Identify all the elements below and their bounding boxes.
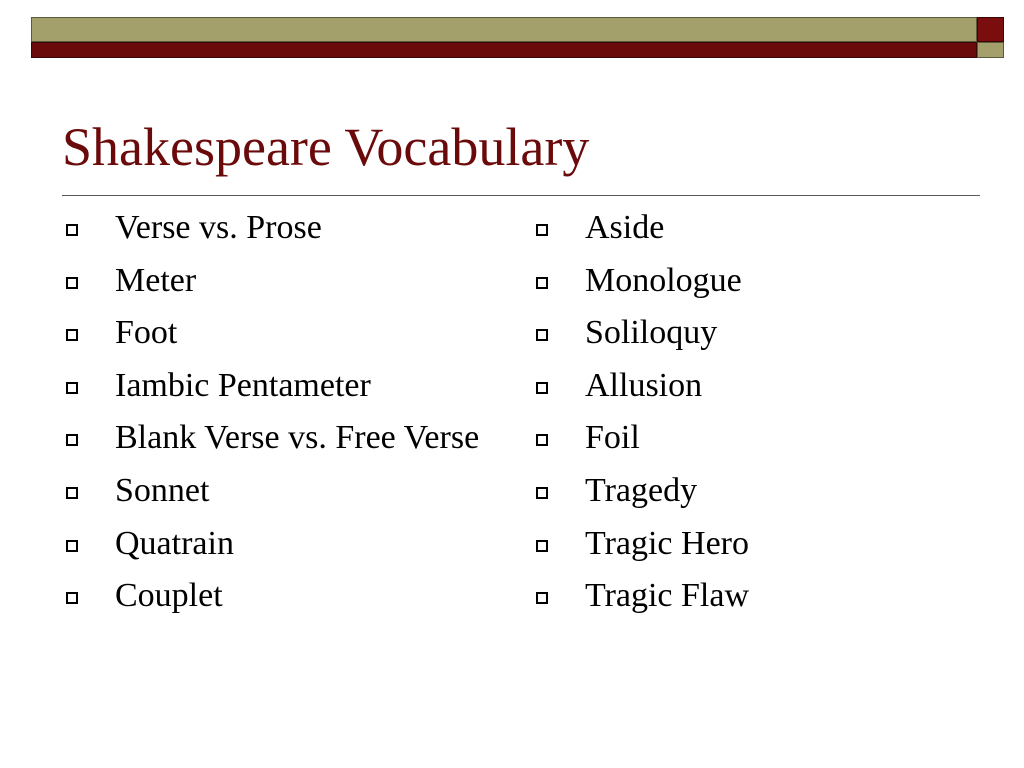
list-item-text: Foil (585, 419, 640, 457)
hollow-square-bullet-icon (66, 592, 78, 604)
hollow-square-bullet-icon (66, 382, 78, 394)
hollow-square-bullet-icon (66, 434, 78, 446)
list-item (62, 206, 502, 250)
bullet-list-left (62, 206, 502, 627)
list-item (62, 259, 502, 303)
list-item (532, 416, 972, 460)
list-item (532, 311, 972, 355)
list-item (532, 206, 972, 250)
list-item (62, 416, 502, 460)
list-item-text: Blank Verse vs. Free Verse (115, 419, 480, 457)
list-item (62, 364, 502, 408)
list-item-text: Monologue (585, 261, 742, 299)
list-item (532, 574, 972, 618)
hollow-square-bullet-icon (66, 277, 78, 289)
list-item (532, 469, 972, 513)
hollow-square-bullet-icon (66, 329, 78, 341)
hollow-square-bullet-icon (536, 434, 548, 446)
list-item-text: Meter (115, 261, 197, 299)
list-item-text: Verse vs. Prose (115, 209, 322, 246)
list-item-text: Tragedy (585, 471, 698, 509)
hollow-square-bullet-icon (536, 224, 548, 236)
header-banner-olive (31, 17, 977, 42)
slide-title: Shakespeare Vocabulary (62, 117, 590, 177)
hollow-square-bullet-icon (536, 382, 548, 394)
list-item-text: Soliloquy (585, 314, 718, 352)
list-item (532, 522, 972, 566)
hollow-square-bullet-icon (536, 592, 548, 604)
hollow-square-bullet-icon (66, 487, 78, 499)
bullet-list-right (532, 206, 972, 627)
list-item-text: Aside (585, 209, 665, 246)
header-corner-olive (977, 42, 1004, 58)
hollow-square-bullet-icon (66, 540, 78, 552)
list-item-text: Foot (115, 314, 178, 352)
list-item (532, 364, 972, 408)
hollow-square-bullet-icon (536, 487, 548, 499)
list-item (62, 469, 502, 513)
hollow-square-bullet-icon (536, 540, 548, 552)
hollow-square-bullet-icon (536, 329, 548, 341)
hollow-square-bullet-icon (536, 277, 548, 289)
hollow-square-bullet-icon (66, 224, 78, 236)
header-banner-maroon (31, 42, 977, 58)
list-item-text: Tragic Hero (585, 524, 749, 562)
list-item-text: Tragic Flaw (585, 577, 750, 615)
header-corner-maroon (977, 17, 1004, 42)
list-item (532, 259, 972, 303)
title-divider (62, 195, 980, 196)
list-item-text: Sonnet (115, 471, 210, 509)
list-item (62, 522, 502, 566)
list-item (62, 311, 502, 355)
list-item-text: Allusion (585, 366, 703, 404)
list-item-text: Iambic Pentameter (115, 366, 371, 404)
list-item-text: Couplet (115, 577, 223, 615)
list-item (62, 574, 502, 618)
list-item-text: Quatrain (115, 524, 234, 562)
